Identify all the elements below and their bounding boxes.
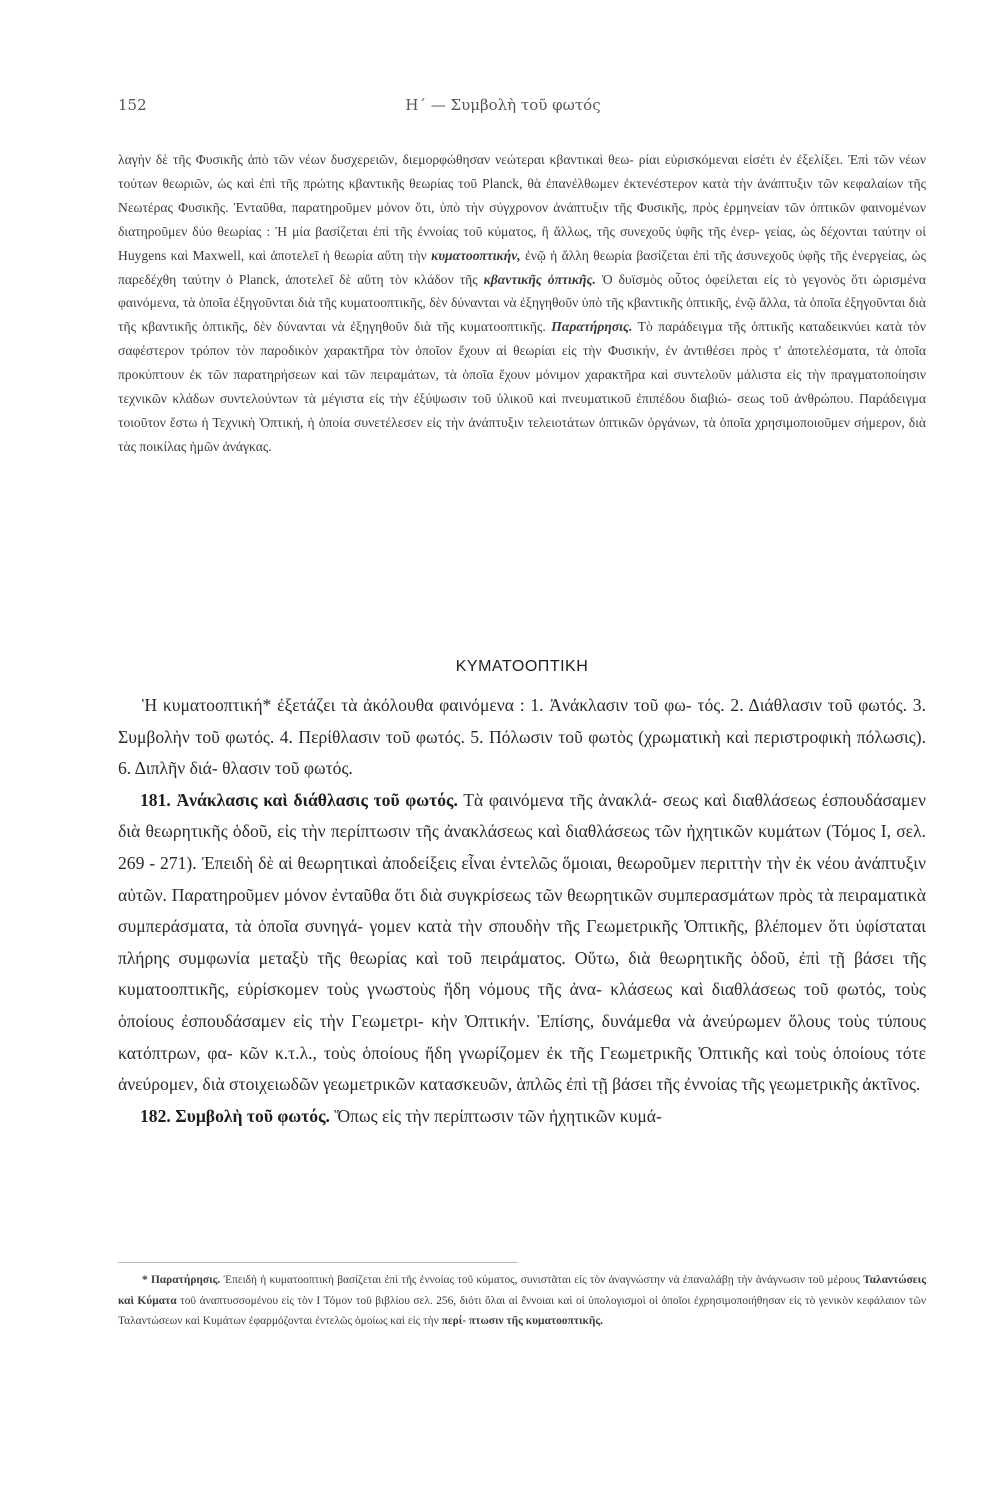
section-181-text: Τὰ φαινόμενα τῆς ἀνακλά- σεως καὶ διαθλάσεως ἐσπουδάσαμεν διὰ θεωρητικῆς ὁδοῦ, εἰς τὴν περίπτωσιν τῆς ἀνακλάσεως καὶ διαθλάσεως τῶν ἠχητικῶν κυμάτων (Τόμος Ι, σελ. 269 - 271). Ἐπειδὴ δὲ αἱ θεωρητικαὶ ἀποδείξεις εἶναι ἐντελῶς ὅμοιαι, θεωροῦμεν περιττὴν τὴν ἐκ νέου ἀνάπτυξιν αὐτῶν. Παρατηροῦμεν μόνον ἐνταῦθα ὅτι διὰ συγκρίσεως τῶν θεωρητικῶν συμπερασμάτων πρὸς τὰ πειραματικὰ συμπεράσματα, τὰ ὁποῖα συνηγά- γομεν κατὰ τὴν σπουδὴν τῆς Γεωμετρικῆς Ὀπτικῆς, βλέπομεν ὅτι ὑφίσταται πλήρης συμφωνία μεταξὺ τῆς θεωρίας καὶ τοῦ πειράματος. Οὕτω, διὰ θεωρητικῆς ὁδοῦ, ἐπὶ τῇ βάσει τῆς κυματοοπτικῆς, εὑρίσκομεν τοὺς γνωστοὺς ἤδη νόμους τῆς ἀνα- κλάσεως καὶ διαθλάσεως τοῦ φωτός, τοὺς ὁποίους ἐσπουδάσαμεν εἰς τὴν Γεωμετρι- κὴν Ὀπτικήν. Ἐπίσης, δυνάμεθα νὰ ἀνεύρωμεν ὅλους τοὺς τύπους κατόπτρων, φα- κῶν κ.τ.λ., τοὺς ὁποίους ἤδη γνωρίζομεν ἐκ τῆς Γεωμετρικῆς Ὀπτικῆς καὶ τοὺς ὁποίους τότε ἀνεύρομεν, διὰ στοιχειωδῶν γεωμετρικῶν κατασκευῶν, ἁπλῶς ἐπὶ τῇ βάσει τῆς ἐννοίας τῆς γεωμετρικῆς ἀκτῖνος. — [118, 789, 926, 1095]
footnote-label: * Παρατήρησις. — [142, 1274, 221, 1286]
main-text — [118, 690, 926, 1132]
wave-optics-intro: Ἡ κυματοοπτική* ἐξετάζει τὰ ἀκόλουθα φαινόμενα : 1. Ἀνάκλασιν τοῦ φω- τός. 2. Διάθλασιν τοῦ φωτός. 3. Συμβολὴν τοῦ φωτός. 4. Περίθλασιν τοῦ φωτός. 5. Πόλωσιν τοῦ φωτὸς (χρωματικὴ καὶ περιστροφικὴ πόλωσις). 6. Διπλῆν διά- θλασιν τοῦ φωτός. — [118, 695, 926, 779]
section-181 — [118, 785, 926, 1101]
footnote-text-b: τοῦ ἀναπτυσσομένου εἰς τὸν Ι Τόμον τοῦ βιβλίου σελ. 256, διότι ὅλαι αἱ ἔννοιαι καὶ οἱ ὑπολογισμοὶ οἱ ὁποῖοι ἐχρησιμοποιήθησαν εἰς τὸ γενικὸν κεφάλαιον τῶν Ταλαντώσεων καὶ Κυμάτων ἐφαρμόζονται ἐντελῶς ὁμοίως καὶ εἰς τὴν — [118, 1294, 926, 1328]
section-182-number: 182. — [140, 1105, 171, 1126]
remark-text: Τὸ παράδειγμα τῆς ὀπτικῆς καταδεικνύει κατὰ τὸν σαφέστερον τρόπον τὸν παροδικὸν χαρακτῆρα τὸν ὁποῖον ἔχουν αἱ θεωρίαι εἰς τὴν Φυσικήν, ἐν ἀντιθέσει πρὸς τ' ἀποτελέσματα, τὰ ὁποῖα προκύπτουν ἐκ τῶν παρατηρήσεων καὶ τῶν πειραμάτων, τὰ ὁποῖα ἔχουν μόνιμον χαρακτῆρα καὶ συντελοῦν μάλιστα εἰς τὴν πραγματοποίησιν τεχνικῶν κλάδων συντελούντων τὰ μέγιστα εἰς τὴν ἐξύψωσιν τοῦ ὑλικοῦ καὶ πνευματικοῦ ἐπιπέδου διαβιώ- σεως τοῦ ἀνθρώπου. Παράδειγμα τοιοῦτον ἔστω ἡ Τεχνικὴ Ὀπτική, ἡ ὁποία συνετέλεσεν εἰς τὴν ἀνάπτυξιν τελειοτάτων ὀπτικῶν ὀργάνων, τὰ ὁποῖα χρησιμοποιοῦμεν σήμερον, διὰ τὰς ποικίλας ἡμῶν ἀνάγκας. — [118, 319, 927, 454]
term-quantum-optics: κβαντικῆς ὀπτικῆς. — [483, 271, 596, 287]
section-181-title: Ἀνάκλασις καὶ διάθλασις τοῦ φωτός. — [176, 789, 458, 810]
footnote-bold-ref: Ταλαντώσεις καὶ Κύματα — [118, 1274, 926, 1307]
running-head — [118, 96, 888, 120]
running-title: Η΄ — Συμβολὴ τοῦ φωτός — [405, 96, 601, 114]
page-number: 152 — [118, 96, 147, 114]
footnote-divider — [118, 1262, 518, 1263]
remark-label: Παρατήρησις. — [551, 319, 633, 335]
intro-text — [118, 148, 926, 459]
footnote — [118, 1270, 926, 1332]
section-heading: ΚΥΜΑΤΟΟΠΤΙΚΗ — [455, 658, 589, 675]
footnote-text-a: Ἐπειδὴ ἡ κυματοοπτικὴ βασίζεται ἐπὶ τῆς ἐννοίας τοῦ κύματος, συνιστᾶται εἰς τὸν ἀναγνώστην νὰ ἐπαναλάβῃ τὴν ἀνάγνωσιν τοῦ μέρους — [223, 1274, 860, 1286]
section-182 — [118, 1101, 926, 1133]
section-182-title: Συμβολὴ τοῦ φωτός. — [175, 1105, 330, 1126]
footnote-italic-end: περί- πτωσιν τῆς κυματοοπτικῆς. — [441, 1315, 603, 1328]
section-181-number: 181. — [140, 789, 171, 810]
intro-paragraph — [118, 148, 926, 459]
term-wave-optics: κυματοοπτικήν, — [431, 247, 521, 263]
footnote-paragraph — [118, 1270, 926, 1332]
intro-text-a: λαγὴν δὲ τῆς Φυσικῆς ἀπὸ τῶν νέων δυσχερειῶν, διεμορφώθησαν νεώτεραι κβαντικαὶ θεω- ρίαι εὑρισκόμεναι εἰσέτι ἐν ἐξελίξει. Ἐπὶ τῶν νέων τούτων θεωριῶν, ὡς καὶ ἐπὶ τῆς πρώτης κβαντικῆς θεωρίας τοῦ Planck, θὰ ἐπανέλθωμεν ἐκτενέστερον κατὰ τὴν ἀνάπτυξιν τῶν κεφαλαίων τῆς Νεωτέρας Φυσικῆς. Ἐνταῦθα, παρατηροῦμεν μόνον ὅτι, ὑπὸ τὴν σύγχρονον ἀνάπτυξιν τῆς Φυσικῆς, πρὸς ἑρμηνείαν τῶν ὀπτικῶν φαινομένων διατηροῦμεν δύο θεωρίας : Ἡ μία βασίζεται ἐπὶ τῆς ἐννοίας τοῦ κύματος, ἢ ἄλλως, τῆς συνεχοῦς ὑφῆς τῆς ἐνερ- γείας, ὡς δέχονται ταύτην οἱ Huygens καὶ Maxwell, καὶ ἀποτελεῖ ἡ θεωρία αὕτη τὴν — [118, 152, 926, 263]
section-182-text: Ὅπως εἰς τὴν περίπτωσιν τῶν ἠχητικῶν κυμά- — [334, 1105, 662, 1126]
intro-text-c: Ὁ δυϊσμὸς οὗτος ὀφείλεται εἰς τὸ γεγονὸς ὅτι ὡρισμένα φαινόμενα, τὰ ὁποῖα ἐξηγοῦνται διὰ τῆς κυματοοπτικῆς, δὲν δύνανται νὰ ἐξηγηθοῦν ὑπὸ τῆς κβαντικῆς ὀπτικῆς, ἐνῷ ἄλλα, τὰ ὁποῖα ἐξηγοῦνται διὰ τῆς κβαντικῆς ὀπτικῆς, δὲν δύνανται νὰ ἐξηγηθοῦν διὰ τῆς κυματοοπτικῆς. — [118, 271, 926, 335]
intro-text-b: ἐνῷ ἡ ἄλλη θεωρία βασίζεται ἐπὶ τῆς ἀσυνεχοῦς ὑφῆς τῆς ἐνεργείας, ὡς παρεδέχθη ταύτην ὁ Planck, ἀποτελεῖ δὲ αὕτη τὸν κλάδον τῆς — [118, 247, 926, 287]
